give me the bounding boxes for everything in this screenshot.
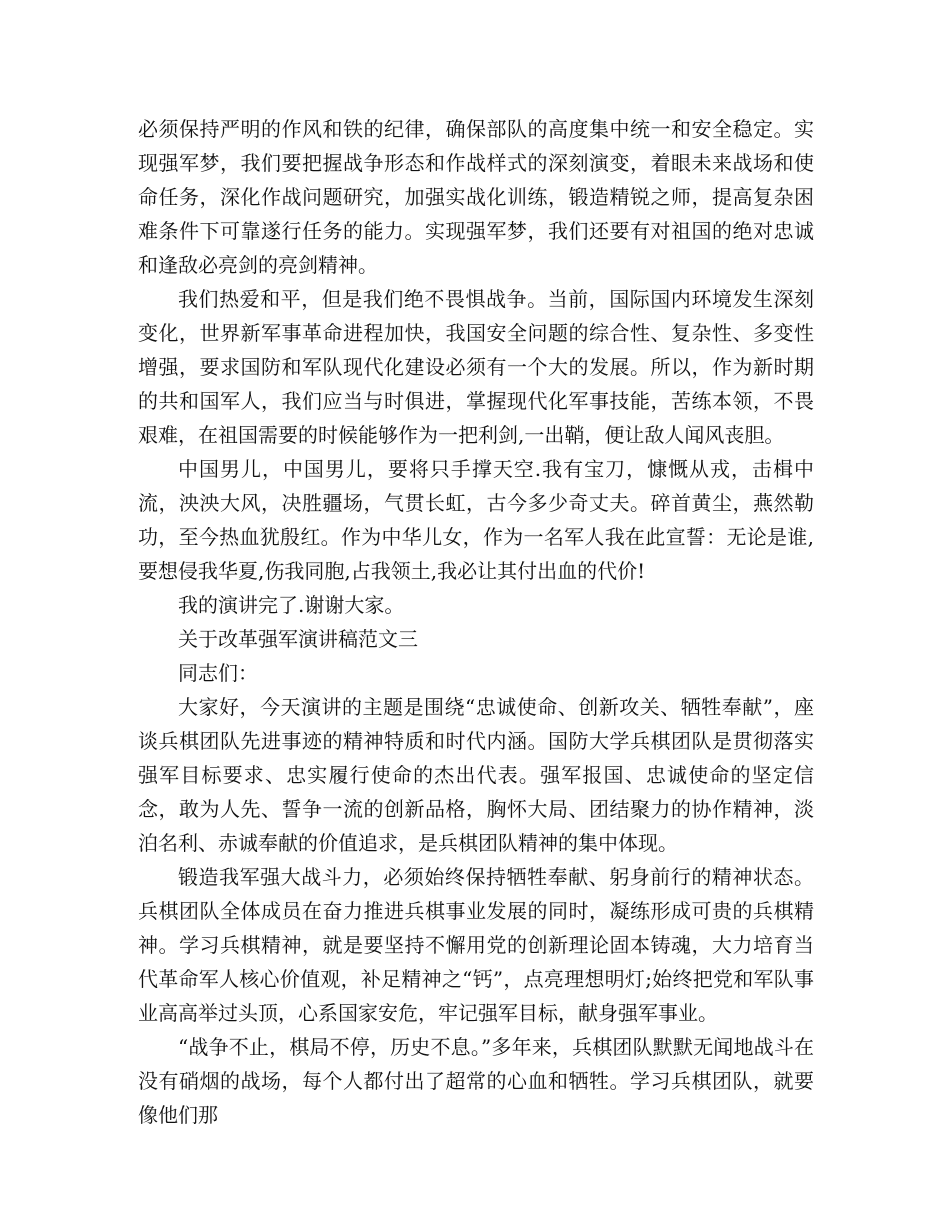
document-page: [138, 112, 814, 1132]
paragraph-3: 中国男儿，中国男儿，要将只手撑天空.我有宝刀，慷慨从戎，击楫中流，泱泱大风，决胜疆场，气贯长虹，古今多少奇丈夫。碎首黄尘，燕然勒功，至今热血犹殷红。作为中华儿女，作为一名军人我在此宣誓：无论是谁,要想侵我华夏,伤我同胞,占我领土,我必让其付出血的代价!: [138, 457, 814, 583]
paragraph-2: 我们热爱和平，但是我们绝不畏惧战争。当前，国际国内环境发生深刻变化，世界新军事革命进程加快，我国安全问题的综合性、复杂性、多变性增强，要求国防和军队现代化建设必须有一个大的发展。所以，作为新时期的共和国军人，我们应当与时俱进，掌握现代化军事技能，苦练本领，不畏艰难，在祖国需要的时候能够作为一把利剑,一出鞘，便让敌人闻风丧胆。: [138, 287, 814, 447]
section-heading: 关于改革强军演讲稿范文三: [178, 627, 418, 651]
paragraph-6: 锻造我军强大战斗力，必须始终保持牺牲奉献、躬身前行的精神状态。兵棋团队全体成员在奋力推进兵棋事业发展的同时，凝练形成可贵的兵棋精神。学习兵棋精神，就是要坚持不懈用党的创新理论固本铸魂，大力培育当代革命军人核心价值观，补足精神之“钙”，点亮理想明灯;始终把党和军队事业高高举过头顶，心系国家安危，牢记强军目标，献身强军事业。: [138, 865, 814, 1025]
paragraph-1: 必须保持严明的作风和铁的纪律，确保部队的高度集中统一和安全稳定。实现强军梦，我们要把握战争形态和作战样式的深刻演变，着眼未来战场和使命任务，深化作战问题研究，加强实战化训练，锻造精锐之师，提高复杂困难条件下可靠遂行任务的能力。实现强军梦，我们还要有对祖国的绝对忠诚和逢敌必亮剑的亮剑精神。: [138, 117, 814, 277]
paragraph-4: 我的演讲完了.谢谢大家。: [178, 593, 405, 617]
salutation: 同志们：: [178, 661, 258, 685]
paragraph-5: 大家好，今天演讲的主题是围绕“忠诚使命、创新攻关、牺牲奉献”，座谈兵棋团队先进事迹的精神特质和时代内涵。国防大学兵棋团队是贯彻落实强军目标要求、忠实履行使命的杰出代表。强军报国、忠诚使命的坚定信念，敢为人先、誓争一流的创新品格，胸怀大局、团结聚力的协作精神，淡泊名利、赤诚奉献的价值追求，是兵棋团队精神的集中体现。: [138, 695, 814, 855]
paragraph-7: “战争不止，棋局不停，历史不息。”多年来，兵棋团队默默无闻地战斗在没有硝烟的战场，每个人都付出了超常的心血和牺牲。学习兵棋团队，就要像他们那: [138, 1035, 814, 1127]
